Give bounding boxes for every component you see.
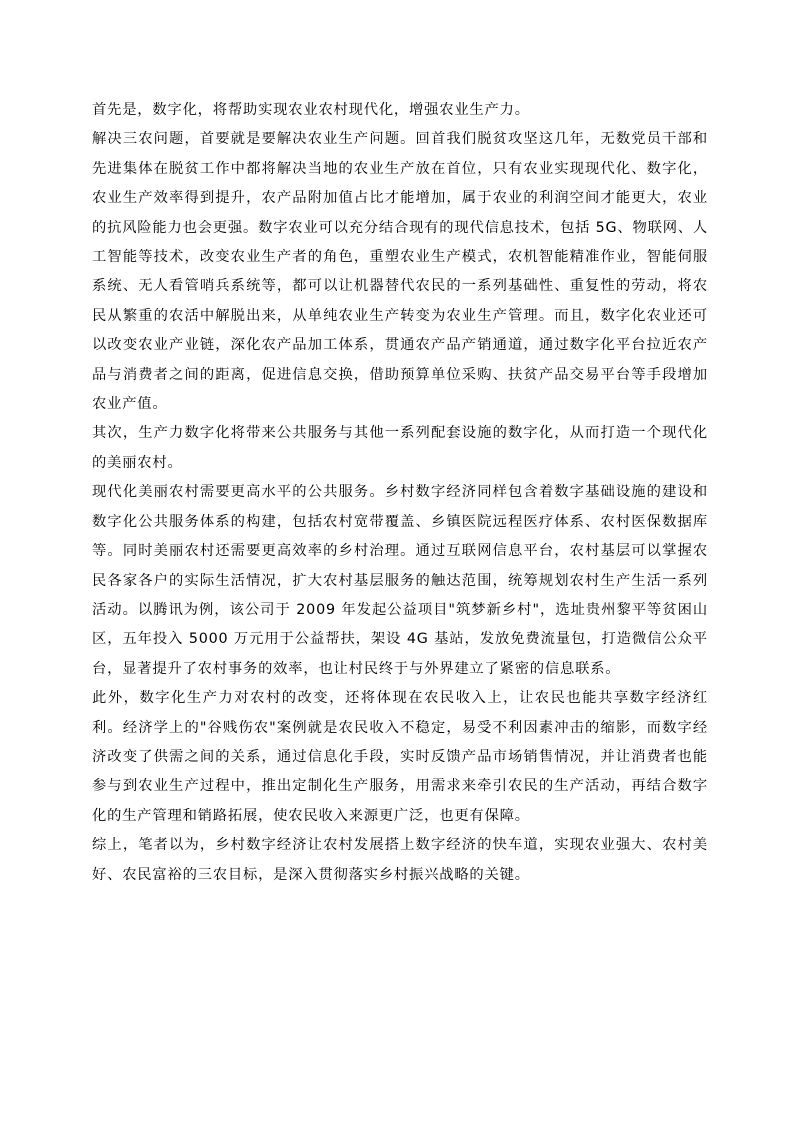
paragraph-beautiful-countryside: 现代化美丽农村需要更高水平的公共服务。乡村数字经济同样包含着数字基础设施的建设和数字化公共服务体系的构建，包括农村宽带覆盖、乡镇医院远程医疗体系、农村医保数据库等。同时美丽农村还需要更高效率的乡村治理。通过互联网信息平台，农村基层可以掌握农民各家各户的实际生活情况，扩大农村基层服务的触达范围，统筹规划农村生产生活一系列活动。以腾讯为例，该公司于 2009 年发起公益项目"筑梦新乡村"，选址贵州黎平等贫困山区，五年投入 5000 万元用于公益帮扶，架设 4G 基站，发放免费流量包，打造微信公众平台，显著提升了农村事务的效率，也让村民终于与外界建立了紧密的信息联系。 — [92, 484, 708, 677]
paragraph-agricultural-production: 解决三农问题，首要就是要解决农业生产问题。回首我们脱贫攻坚这几年，无数党员干部和先进集体在脱贫工作中都将解决当地的农业生产放在首位，只有农业实现现代化、数字化，农业生产效率得到提升，农产品附加值占比才能增加，属于农业的利润空间才能更大，农业的抗风险能力也会更强。数字农业可以充分结合现有的现代信息技术，包括 5G、物联网、人工智能等技术，改变农业生产者的角色，重塑农业生产模式，农机智能精准作业，智能伺服系统、无人看管哨兵系统等，都可以让机器替代农民的一系列基础性、重复性的劳动，将农民从繁重的农活中解脱出来，从单纯农业生产转变为农业生产管理。而且，数字化农业还可以改变农业产业链，深化农产品加工体系，贯通农产品产销通道，通过数字化平台拉近农产品与消费者之间的距离，促进信息交换，借助预算单位采购、扶贫产品交易平台等手段增加农业产值。 — [92, 131, 708, 413]
paragraph-conclusion: 综上，笔者以为，乡村数字经济让农村发展搭上数字经济的快车道，实现农业强大、农村美好、农民富裕的三农目标，是深入贯彻落实乡村振兴战略的关键。 — [92, 837, 708, 883]
paragraph-farmer-income: 此外，数字化生产力对农村的改变，还将体现在农民收入上，让农民也能共享数字经济红利。经济学上的"谷贱伤农"案例就是农民收入不稳定，易受不利因素冲击的缩影，而数字经济改变了供需之间的关系，通过信息化手段，实时反馈产品市场销售情况，并让消费者也能参与到农业生产过程中，推出定制化生产服务，用需求来牵引农民的生产活动，再结合数字化的生产管理和销路拓展，使农民收入来源更广泛，也更有保障。 — [92, 690, 708, 824]
document-body — [92, 96, 708, 890]
paragraph-intro-digitalization: 首先是，数字化，将帮助实现农业农村现代化，增强农业生产力。 — [92, 102, 530, 118]
paragraph-public-services-intro: 其次，生产力数字化将带来公共服务与其他一系列配套设施的数字化，从而打造一个现代化的美丽农村。 — [92, 425, 708, 471]
